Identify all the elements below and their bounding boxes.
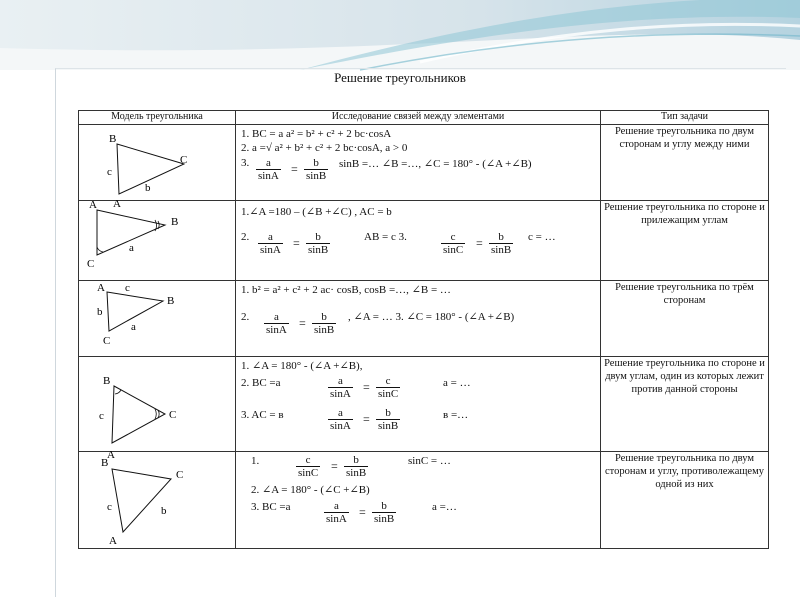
task-type-4: Решение треугольника по стороне и двум углам, один из которых лежит против данной стороны [601, 357, 769, 452]
vertex-label: A [113, 198, 121, 210]
fraction: $\frac{a}{\sin A}$ [258, 157, 279, 182]
vertex-label: B [167, 295, 175, 307]
formula-line: 1. b² = a² + c² + 2 ac· cosB, cosB =…, ∠B = … [241, 284, 451, 296]
side-label: b [145, 182, 151, 194]
fraction: $\frac{a}{\sin A}$ [260, 231, 281, 256]
research-cell-5 [236, 452, 601, 549]
task-type-2: Решение треугольника по стороне и прилежащим углам [601, 201, 769, 281]
vertex-label: A [97, 282, 105, 294]
side-label: c [107, 166, 112, 178]
formula-line: 1.∠A =180 – (∠B +∠C) , AC = b [241, 206, 392, 218]
fraction: $\frac{b}{\sin B}$ [308, 231, 329, 256]
formula-line: c = … [528, 231, 556, 243]
side-label: c [125, 282, 130, 294]
fraction: $\frac{b}{\sin B}$ [306, 157, 327, 182]
triangle-model-3 [79, 281, 236, 357]
formula-line: sinB =… ∠B =…, ∠C = 180° - (∠A +∠B) [339, 158, 532, 170]
table-row [79, 281, 769, 357]
fraction: $\frac{a}{\sin A}$ [266, 311, 287, 336]
formula-line: , ∠A = … 3. ∠C = 180° - (∠A +∠B) [348, 311, 515, 323]
formula-line: 1. BC = a a² = b² + c² + 2 bc·cosA [241, 128, 392, 140]
triangle-model-4 [79, 357, 236, 461]
task-type-5: Решение треугольника по двум сторонам и углу, противолежащему одной из них [601, 452, 769, 549]
side-label: a [131, 321, 136, 333]
task-type-3: Решение треугольника по трём сторонам [601, 281, 769, 357]
triangle-model-1 [79, 125, 236, 210]
side-label: a [129, 242, 134, 254]
fraction: $\frac{b}{\sin B}$ [378, 407, 399, 432]
slide-header-decoration [0, 0, 800, 70]
triangle-model-5 [79, 452, 236, 549]
table-row [79, 452, 769, 549]
equals-sign: = [291, 162, 298, 176]
header-model: Модель треугольника [79, 111, 236, 125]
header-research: Исследование связей между элементами [236, 111, 601, 125]
vertex-label: C [87, 258, 95, 270]
vertex-label: A [107, 449, 115, 461]
vertex-label: B [171, 216, 179, 228]
fraction: $\frac{a}{\sin A}$ [326, 500, 347, 525]
vertex-label: B [103, 375, 111, 387]
equals-sign: = [299, 316, 306, 330]
fraction: $\frac{a}{\sin A}$ [330, 407, 351, 432]
page-title: Решение треугольников [334, 70, 466, 85]
side-label: b [161, 505, 167, 517]
formula-line: sinC = … [408, 455, 451, 467]
formula-line: 1. ∠A = 180° - (∠A +∠B), [241, 360, 363, 372]
equals-sign: = [363, 380, 370, 394]
research-cell-1 [236, 125, 601, 201]
formula-line: a =… [432, 501, 457, 513]
equals-sign: = [359, 505, 366, 519]
research-cell-4 [236, 357, 601, 452]
task-type-1: Решение треугольника по двум сторонам и углу между ними [601, 125, 769, 201]
fraction: $\frac{b}{\sin B}$ [491, 231, 512, 256]
side-label: b [97, 306, 103, 318]
vertex-label: C [103, 335, 111, 347]
header-type: Тип задачи [601, 111, 769, 125]
formula-line: AB = c 3. [364, 231, 407, 243]
fraction: $\frac{b}{\sin B}$ [314, 311, 335, 336]
triangles-table [78, 110, 769, 549]
equals-sign: = [293, 236, 300, 250]
fraction: $\frac{a}{\sin A}$ [330, 375, 351, 400]
formula-line: 2. [241, 311, 250, 323]
formula-line: 2. [241, 231, 250, 243]
formula-line: 2. a =√ a² + b² + c² + 2 bc·cosA, a > 0 [241, 142, 408, 154]
formula-line: в =… [443, 409, 469, 421]
fraction: $\frac{c}{\sin C}$ [378, 375, 399, 400]
equals-sign: = [476, 236, 483, 250]
formula-line: 3. [241, 157, 250, 169]
equals-sign: = [331, 459, 338, 473]
research-cell-2 [236, 201, 601, 281]
formula-line: 3. AC = в [241, 409, 284, 421]
fraction: $\frac{b}{\sin B}$ [374, 500, 395, 525]
equals-sign: = [363, 412, 370, 426]
research-cell-3 [236, 281, 601, 357]
vertex-label: B [101, 457, 109, 469]
formula-line: 3. BC =a [251, 501, 291, 513]
table-row [79, 357, 769, 452]
side-label: c [99, 410, 104, 422]
formula-line: a = … [443, 377, 471, 389]
vertex-label: B [109, 133, 117, 145]
fraction: $\frac{c}{\sin C}$ [443, 231, 464, 256]
vertex-label: C [180, 154, 188, 166]
fraction: $\frac{c}{\sin C}$ [298, 454, 319, 479]
vertex-label: C [176, 469, 184, 481]
formula-line: 1. [251, 455, 260, 467]
formula-line: 2. ∠A = 180° - (∠C +∠B) [251, 484, 370, 496]
vertex-label: A [109, 535, 117, 547]
fraction: $\frac{b}{\sin B}$ [346, 454, 367, 479]
vertex-label: C [169, 409, 177, 421]
triangle-model-2 [79, 201, 236, 281]
table-row [79, 201, 769, 281]
side-label: c [107, 501, 112, 513]
table-row [79, 125, 769, 201]
table-header-row [79, 111, 769, 125]
vertex-label: A [89, 199, 97, 211]
formula-line: 2. BC =a [241, 377, 281, 389]
